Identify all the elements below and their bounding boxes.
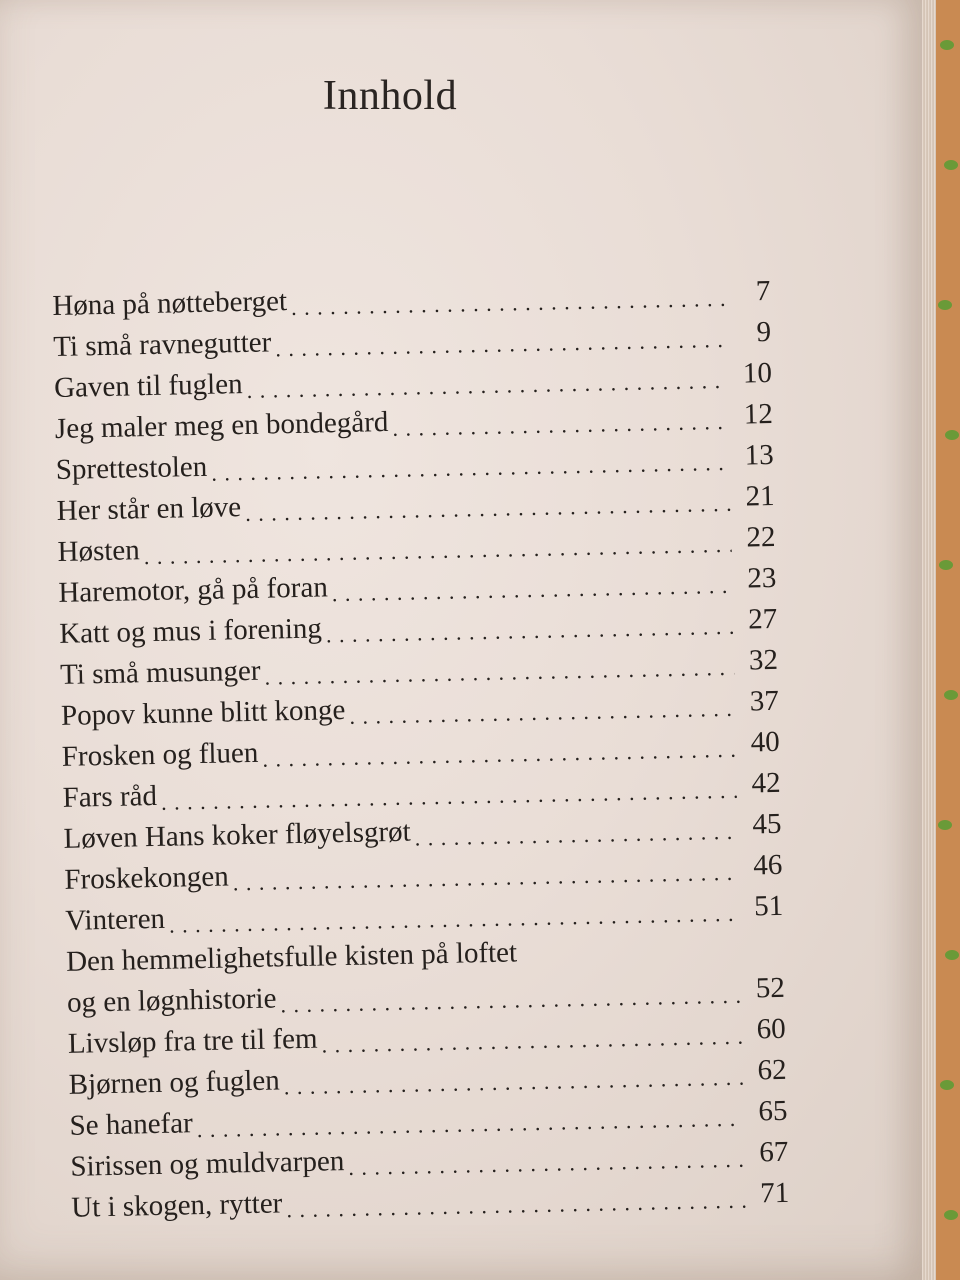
- page-title: Innhold: [322, 73, 458, 119]
- dot-leader: [286, 1174, 746, 1225]
- entry-page-number: 67: [758, 1135, 789, 1169]
- entry-title: Frosken og fluen: [61, 736, 259, 773]
- entry-title: Ti små ravnegutter: [52, 326, 272, 363]
- leaf-pattern-icon: [938, 300, 952, 310]
- entry-page-number: 51: [753, 889, 784, 923]
- leaf-pattern-icon: [938, 820, 952, 830]
- entry-title: Ut i skogen, rytter: [70, 1187, 283, 1224]
- entry-title: Bjørnen og fuglen: [68, 1064, 281, 1101]
- entry-title: Froskekongen: [64, 860, 230, 896]
- leaf-pattern-icon: [944, 690, 958, 700]
- entry-title: Katt og mus i forening: [58, 612, 323, 650]
- entry-title: Høsten: [57, 534, 141, 568]
- dot-leader: [392, 395, 729, 443]
- entry-title: Ti små musunger: [59, 654, 261, 691]
- leaf-pattern-icon: [940, 40, 954, 50]
- entry-title: og en løgnhistorie: [66, 982, 277, 1019]
- entry-page-number: 32: [748, 643, 779, 677]
- entry-page-number: 12: [743, 397, 774, 431]
- entry-title: Her står en løve: [56, 491, 242, 527]
- entry-title: Jeg maler meg en bondegård: [54, 405, 389, 445]
- entry-title: Livsløp fra tre til fem: [67, 1022, 318, 1060]
- entry-page-number: 71: [759, 1176, 790, 1210]
- entry-title: Gaven til fuglen: [53, 368, 243, 404]
- entry-title: Sirissen og muldvarpen: [70, 1145, 345, 1183]
- entry-title-first-line: Den hemmelighetsfulle kisten på loftet: [65, 936, 518, 978]
- entry-page-number: 22: [746, 520, 776, 554]
- entry-page-number: 40: [750, 725, 781, 759]
- entry-page-number: 27: [747, 602, 778, 636]
- entry-page-number: 60: [756, 1012, 787, 1046]
- book-cover-edge: [936, 0, 960, 1280]
- leaf-pattern-icon: [940, 1080, 954, 1090]
- entry-title: Sprettestolen: [55, 450, 208, 486]
- entry-page-number: 10: [742, 356, 773, 390]
- leaf-pattern-icon: [945, 430, 959, 440]
- entry-page-number: 62: [757, 1053, 787, 1087]
- entry-title: Popov kunne blitt konge: [60, 693, 346, 732]
- entry-page-number: 7: [755, 274, 771, 308]
- entry-page-number: 9: [756, 315, 772, 349]
- page-edges: [922, 0, 936, 1280]
- entry-page-number: 42: [751, 766, 781, 800]
- entry-title: Vinteren: [64, 902, 166, 937]
- leaf-pattern-icon: [944, 1210, 958, 1220]
- table-of-contents: [52, 271, 790, 1229]
- dot-leader: [414, 805, 738, 853]
- entry-title: Se hanefar: [69, 1107, 194, 1142]
- entry-page-number: 45: [752, 807, 782, 841]
- entry-title: Fars råd: [62, 779, 158, 814]
- entry-title: Haremotor, gå på foran: [58, 571, 329, 609]
- entry-page-number: 23: [746, 561, 777, 595]
- entry-page-number: 52: [755, 971, 786, 1005]
- leaf-pattern-icon: [945, 950, 959, 960]
- entry-page-number: 13: [744, 438, 775, 472]
- entry-page-number: 37: [749, 684, 780, 718]
- entry-page-number: 21: [745, 479, 775, 513]
- entry-title: Høna på nøtteberget: [52, 285, 288, 322]
- entry-page-number: 46: [752, 848, 783, 882]
- entry-page-number: 65: [758, 1094, 788, 1128]
- leaf-pattern-icon: [939, 560, 953, 570]
- entry-title: Løven Hans koker fløyelsgrøt: [63, 815, 411, 855]
- leaf-pattern-icon: [944, 160, 958, 170]
